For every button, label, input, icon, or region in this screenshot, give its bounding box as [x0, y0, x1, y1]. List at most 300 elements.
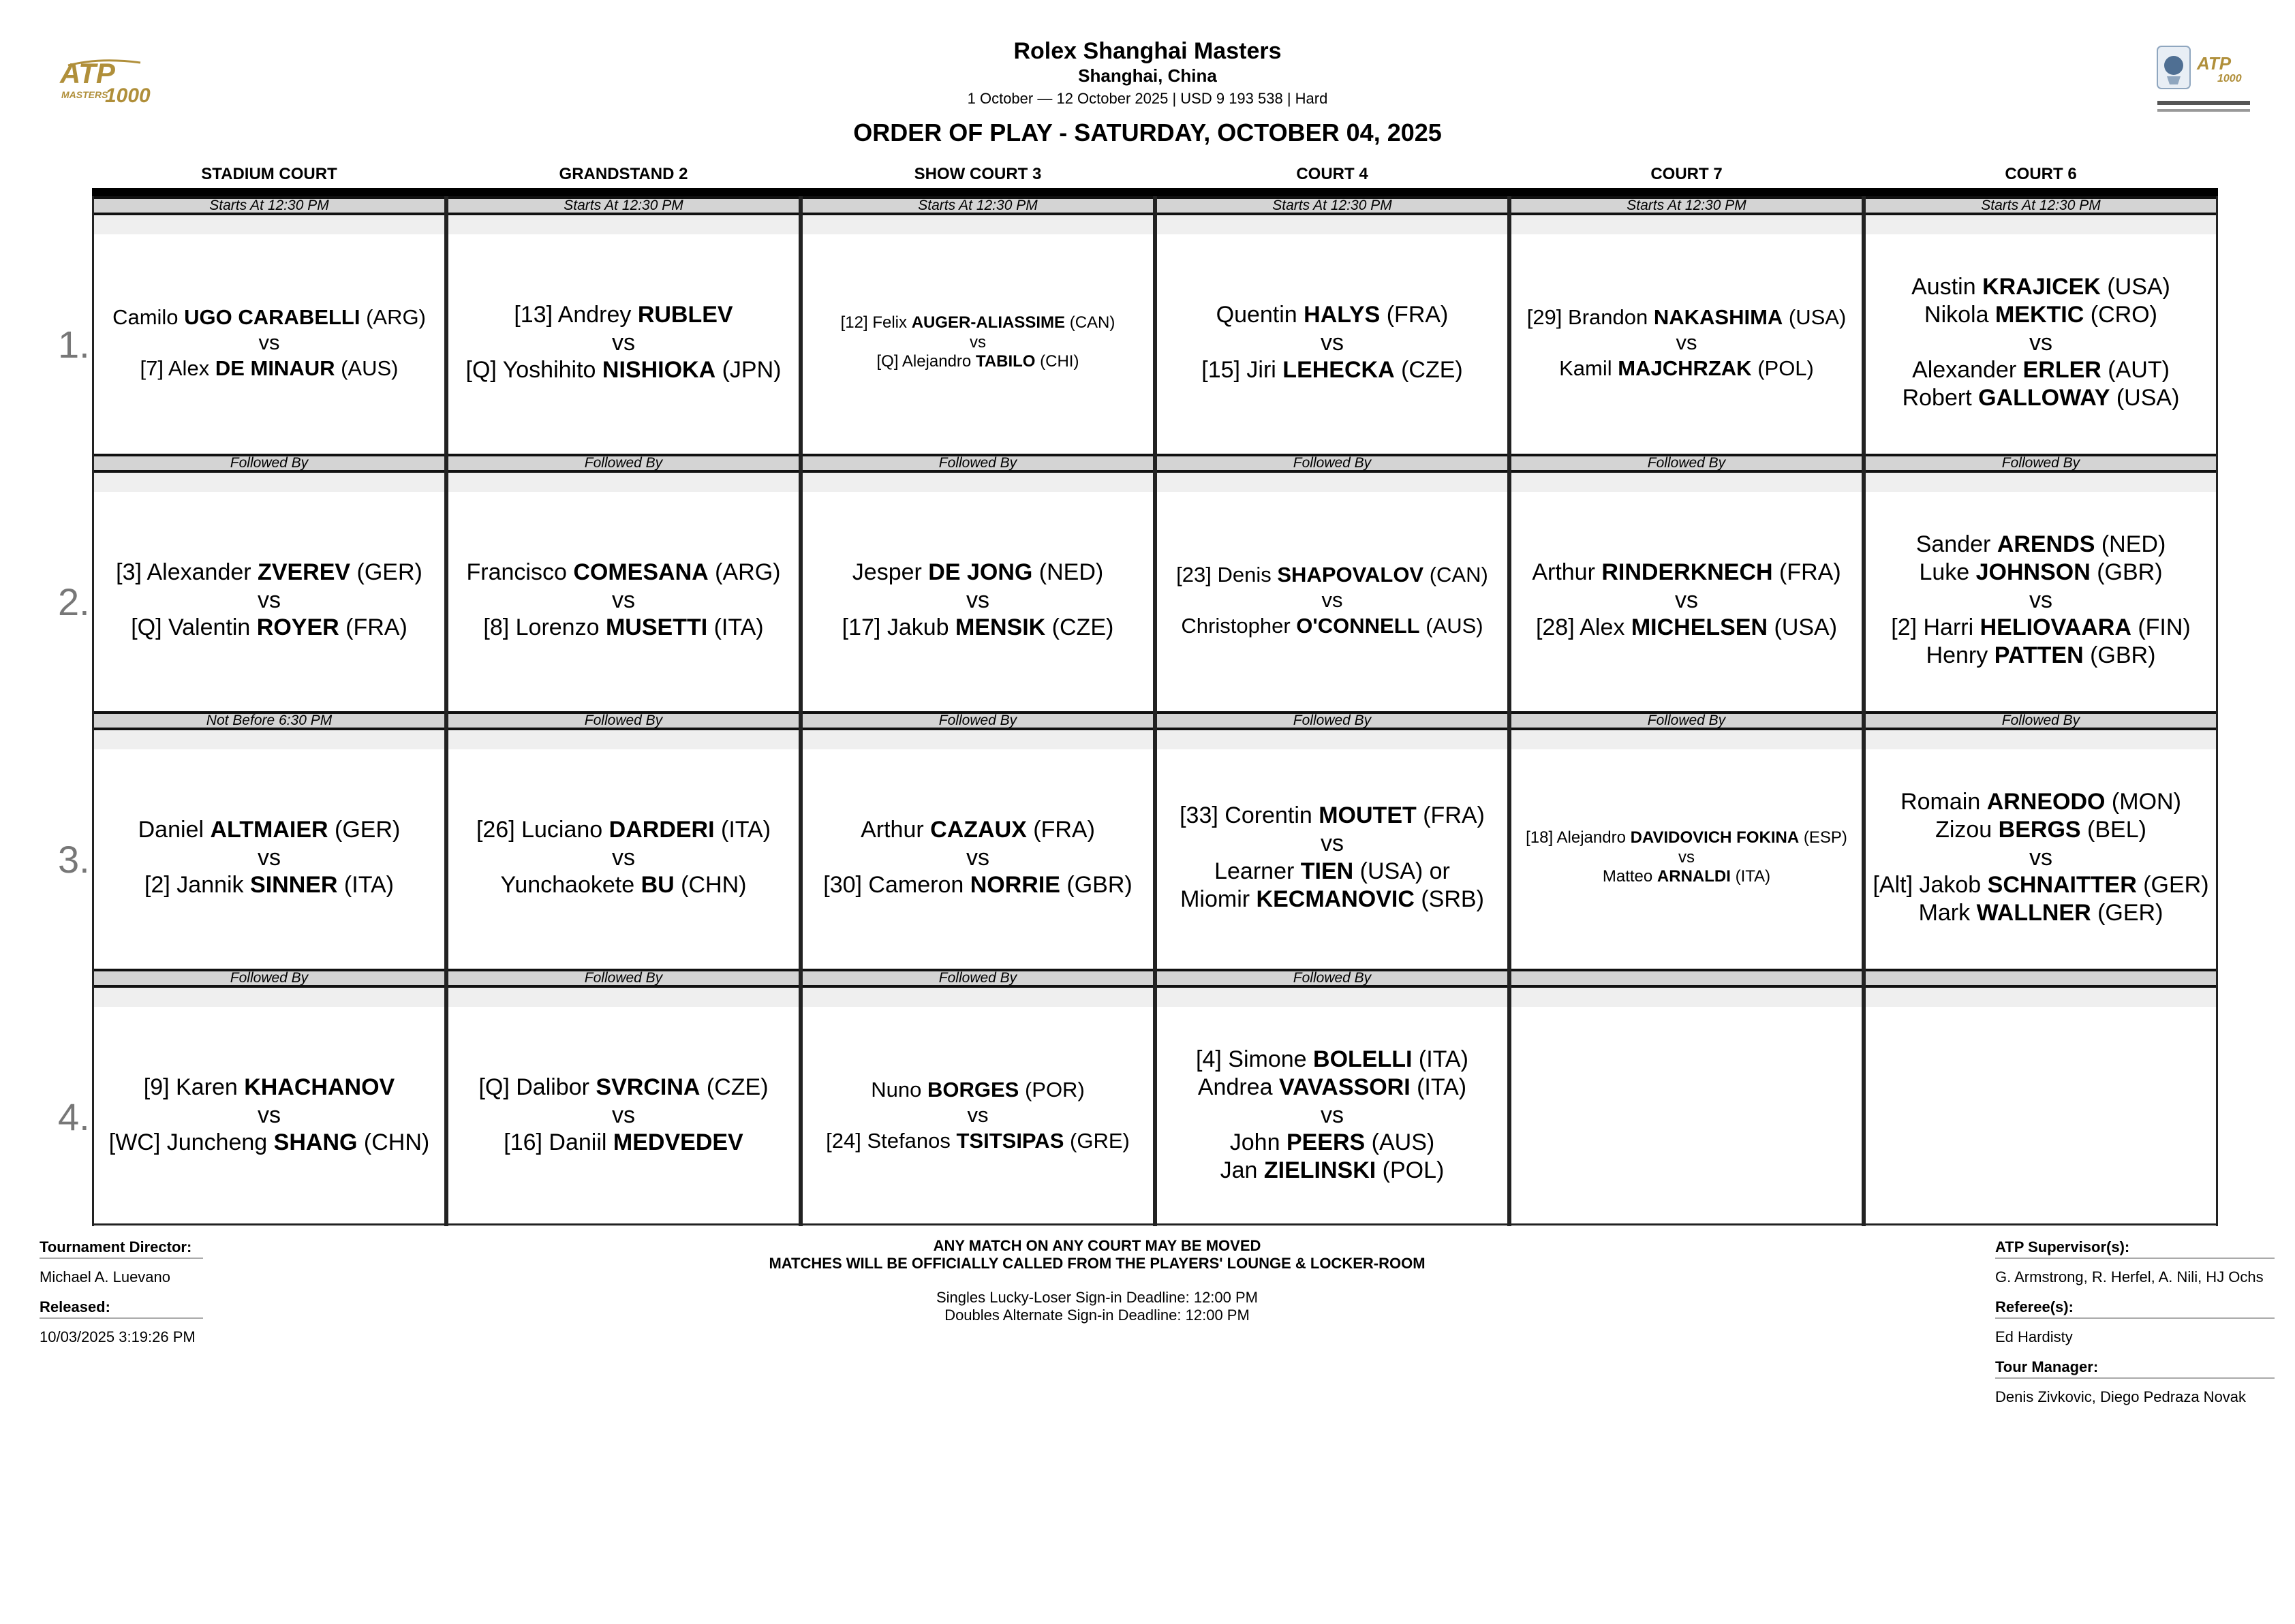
player-surname: BOLELLI — [1313, 1046, 1413, 1072]
match-start-note: Starts At 12:30 PM — [448, 196, 799, 215]
player-text: vs — [2029, 844, 2052, 871]
match-row — [58, 711, 2218, 969]
player-text: (ITA) — [337, 872, 394, 899]
player-text: vs — [612, 844, 635, 871]
match-cell — [1864, 454, 2218, 711]
player-text: (USA) — [2100, 274, 2170, 300]
player-text: [Alt] Jakob — [1873, 872, 1988, 899]
match-players — [94, 492, 444, 708]
player-surname: SCHNAITTER — [1987, 872, 2137, 899]
player-text: Arthur — [1532, 559, 1602, 585]
player-text: (AUT) — [2101, 357, 2170, 384]
player-surname: HALYS — [1304, 301, 1381, 328]
match-line — [871, 1077, 1085, 1102]
player-surname: MEDVEDEV — [613, 1129, 743, 1156]
player-text: (GBR) — [2090, 559, 2163, 585]
row-number: 3. — [58, 838, 90, 881]
player-text: John — [1229, 1129, 1287, 1156]
match-line — [826, 1128, 1130, 1153]
player-text: (USA) or — [1353, 858, 1450, 884]
match-cell — [1509, 454, 1864, 711]
player-text: [12] Felix — [840, 313, 912, 332]
player-text: Christopher — [1181, 613, 1297, 638]
player-surname: BERGS — [1998, 816, 2081, 843]
player-text: [30] Cameron — [823, 872, 970, 899]
player-text: Nuno — [871, 1078, 927, 1102]
match-players — [803, 492, 1153, 708]
player-text: (NED) — [2095, 531, 2166, 557]
match-line — [823, 871, 1132, 899]
player-text: vs — [970, 332, 986, 352]
player-text: Learner — [1214, 858, 1301, 884]
player-text: (CZE) — [1045, 614, 1114, 641]
player-surname: COMESANA — [573, 559, 709, 585]
match-line — [1903, 384, 2180, 412]
spacer-band — [1866, 473, 2216, 492]
match-start-note: Followed By — [1866, 711, 2216, 730]
player-text: (POR) — [1019, 1078, 1085, 1102]
spacer-band — [448, 215, 799, 234]
match-line — [1181, 613, 1483, 638]
match-cell — [1155, 196, 1509, 454]
player-surname: KRAJICEK — [1982, 274, 2101, 300]
player-surname: TSITSIPAS — [956, 1128, 1064, 1153]
match-cell — [1864, 711, 2218, 969]
spacer-band — [94, 473, 444, 492]
match-line — [1321, 329, 1344, 357]
player-text: (BEL) — [2080, 816, 2146, 843]
match-cell — [801, 711, 1155, 969]
match-line — [1916, 531, 2166, 559]
player-text: vs — [612, 1102, 635, 1128]
match-cell — [92, 711, 446, 969]
match-start-note: Followed By — [1157, 454, 1507, 473]
divider — [1995, 1258, 2275, 1259]
player-text: [8] Lorenzo — [483, 614, 606, 641]
match-players — [1866, 492, 2216, 708]
match-line — [112, 304, 426, 330]
player-surname: ALTMAIER — [210, 816, 328, 843]
player-text: (GER) — [2136, 872, 2209, 899]
match-cell — [1155, 711, 1509, 969]
match-cell — [446, 711, 801, 969]
match-line — [2029, 329, 2052, 357]
player-surname: KHACHANOV — [244, 1074, 395, 1100]
footer-right — [1995, 1237, 2275, 1417]
match-line — [852, 559, 1103, 587]
player-text: vs — [966, 844, 989, 871]
match-line — [1321, 1102, 1344, 1129]
match-line — [514, 301, 733, 329]
match-line — [1198, 1074, 1466, 1102]
player-text: (POL) — [1376, 1157, 1445, 1184]
player-surname: GALLOWAY — [1978, 385, 2110, 411]
match-line — [1675, 587, 1698, 614]
player-surname: PATTEN — [1994, 642, 2084, 669]
match-start-note: Followed By — [1511, 711, 1862, 730]
player-text: (NED) — [1032, 559, 1104, 585]
svg-text:ATP: ATP — [2197, 53, 2232, 74]
player-text: vs — [258, 587, 281, 613]
player-text: (CZE) — [1394, 357, 1463, 384]
player-surname: ARNEODO — [1986, 789, 2106, 815]
match-line — [140, 356, 399, 381]
player-surname: LEHECKA — [1282, 357, 1395, 384]
tour-manager-label: Tour Manager: — [1995, 1358, 2099, 1375]
referee-name: Ed Hardisty — [1995, 1328, 2073, 1345]
match-line — [1180, 802, 1485, 830]
player-surname: NAKASHIMA — [1653, 305, 1783, 330]
match-cell — [1155, 454, 1509, 711]
match-line — [966, 844, 989, 872]
match-start-note: Followed By — [448, 711, 799, 730]
player-text: [29] Brandon — [1526, 305, 1654, 330]
player-text: [28] Alex — [1535, 614, 1631, 641]
player-surname: PEERS — [1286, 1129, 1366, 1156]
player-surname: HELIOVAARA — [1980, 614, 2131, 641]
player-text: Miomir — [1180, 886, 1257, 912]
match-line — [1919, 899, 2163, 927]
player-text: (GBR) — [1060, 872, 1133, 899]
player-text: Alexander — [1912, 357, 2023, 384]
player-surname: ZIELINSKI — [1263, 1157, 1376, 1184]
match-line — [877, 352, 1079, 372]
player-text: vs — [258, 844, 281, 871]
spacer-band — [94, 988, 444, 1007]
match-cell — [1509, 711, 1864, 969]
player-surname: SVRCINA — [596, 1074, 700, 1100]
match-line — [968, 1102, 989, 1127]
player-text: [33] Corentin — [1180, 802, 1319, 829]
court-name: GRANDSTAND 2 — [559, 165, 688, 183]
player-surname: MOUTET — [1319, 802, 1417, 829]
supervisor-label: ATP Supervisor(s): — [1995, 1238, 2130, 1255]
player-text: (FRA) — [1416, 802, 1485, 829]
match-line — [138, 816, 401, 844]
player-text: vs — [967, 1103, 989, 1127]
player-text: (AUS) — [1419, 613, 1483, 638]
match-line — [861, 816, 1095, 844]
player-surname: NISHIOKA — [602, 357, 716, 384]
match-players — [448, 1007, 799, 1223]
player-surname: ERLER — [2022, 357, 2101, 384]
player-surname: ARNALDI — [1657, 867, 1731, 886]
player-text: Kamil — [1559, 356, 1618, 380]
match-line — [1176, 562, 1488, 587]
spacer-band — [1157, 988, 1507, 1007]
row-number: 4. — [58, 1095, 90, 1138]
player-surname: ZVEREV — [258, 559, 351, 585]
match-players — [803, 234, 1153, 451]
spacer-band — [94, 730, 444, 749]
match-cell — [92, 454, 446, 711]
player-surname: TABILO — [975, 352, 1036, 371]
match-line — [612, 844, 635, 872]
match-line — [1926, 642, 2156, 670]
player-text: [7] Alex — [140, 356, 215, 380]
player-surname: MAJCHRZAK — [1618, 356, 1752, 380]
match-cell — [1509, 196, 1864, 454]
match-line — [841, 313, 1115, 333]
match-cell — [446, 969, 801, 1226]
player-text: [13] Andrey — [514, 301, 638, 328]
match-players — [1866, 1007, 2216, 1223]
player-text: vs — [1678, 847, 1695, 866]
player-surname: ROYER — [256, 614, 339, 641]
player-text: [3] Alexander — [116, 559, 258, 585]
match-line — [1216, 301, 1449, 329]
match-line — [1676, 330, 1697, 355]
player-text: (CHN) — [357, 1129, 430, 1156]
player-text: vs — [258, 1102, 281, 1128]
player-text: vs — [2029, 329, 2052, 356]
player-text: vs — [1675, 587, 1698, 613]
spacer-band — [1511, 473, 1862, 492]
player-text: (CHI) — [1035, 352, 1079, 371]
player-text: (FRA) — [339, 614, 407, 641]
player-text: Sander — [1915, 531, 1997, 557]
tournament-info: 1 October — 12 October 2025 | USD 9 193 538 | Hard — [967, 90, 1328, 107]
player-text: (ITA) — [1412, 1046, 1468, 1072]
match-start-note: Followed By — [1157, 711, 1507, 730]
player-text: (USA) — [1783, 305, 1847, 330]
player-text: [WC] Juncheng — [108, 1129, 274, 1156]
match-line — [1201, 356, 1462, 384]
court-header-divider — [92, 188, 2218, 196]
match-line — [1891, 614, 2190, 642]
footer-notices — [681, 1237, 1513, 1324]
match-start-note: Followed By — [803, 454, 1153, 473]
match-players — [1511, 749, 1862, 966]
match-start-note: Not Before 6:30 PM — [94, 711, 444, 730]
match-cell — [1509, 969, 1864, 1226]
player-surname: O'CONNELL — [1296, 613, 1420, 638]
spacer-band — [1866, 215, 2216, 234]
match-line — [1321, 830, 1344, 858]
player-surname: UGO CARABELLI — [184, 305, 360, 330]
player-text: [17] Jakub — [842, 614, 955, 641]
match-line — [966, 587, 989, 614]
match-start-note: Followed By — [1157, 969, 1507, 988]
svg-text:MASTERS: MASTERS — [61, 89, 108, 100]
player-text: Jesper — [852, 559, 929, 585]
match-players — [94, 749, 444, 966]
match-line — [258, 844, 281, 872]
spacer-band — [448, 473, 799, 492]
match-line — [1873, 871, 2208, 899]
match-players — [1866, 749, 2216, 966]
svg-text:1000: 1000 — [2217, 73, 2242, 84]
match-line — [144, 871, 394, 899]
player-text: (ITA) — [1730, 867, 1771, 886]
match-players — [1511, 492, 1862, 708]
player-text: vs — [1321, 830, 1344, 857]
player-surname: KECMANOVIC — [1256, 886, 1415, 912]
match-line — [1678, 848, 1695, 868]
match-start-note: Followed By — [448, 454, 799, 473]
player-text: Arthur — [861, 816, 931, 843]
match-players — [1157, 234, 1507, 451]
spacer-band — [1511, 988, 1862, 1007]
player-surname: RUBLEV — [637, 301, 733, 328]
match-line — [1900, 788, 2181, 816]
player-text: (ITA) — [1410, 1074, 1467, 1100]
player-text: (SRB) — [1414, 886, 1484, 912]
player-text: (AUS) — [335, 356, 399, 380]
tournament-title: Rolex Shanghai Masters — [1013, 38, 1282, 64]
player-text: (CAN) — [1065, 313, 1115, 332]
court-name: COURT 4 — [1296, 165, 1368, 183]
player-surname: VAVASSORI — [1278, 1074, 1411, 1100]
match-cell — [801, 454, 1155, 711]
player-surname: NORRIE — [970, 872, 1060, 899]
released-time: 10/03/2025 3:19:26 PM — [40, 1328, 196, 1345]
player-text: vs — [258, 330, 280, 355]
player-text: (GER) — [2091, 900, 2163, 926]
match-start-note: Followed By — [94, 454, 444, 473]
divider — [40, 1317, 203, 1319]
match-cell — [801, 196, 1155, 454]
released-label: Released: — [40, 1298, 110, 1315]
player-text: Mark — [1918, 900, 1977, 926]
player-surname: MUSETTI — [605, 614, 708, 641]
player-text: Robert — [1902, 385, 1979, 411]
match-cell — [801, 969, 1155, 1226]
spacer-band — [1511, 215, 1862, 234]
court-header-row — [92, 165, 2218, 185]
director-name: Michael A. Luevano — [40, 1268, 171, 1285]
notice-called: MATCHES WILL BE OFFICIALLY CALLED FROM THE PLAYERS' LOUNGE & LOCKER-ROOM — [769, 1255, 1426, 1272]
match-players — [803, 1007, 1153, 1223]
referee-label: Referee(s): — [1995, 1298, 2074, 1315]
match-line — [1196, 1046, 1468, 1074]
spacer-band — [448, 730, 799, 749]
row-number: 2. — [58, 580, 90, 623]
player-text: (GER) — [328, 816, 401, 843]
court-name: COURT 7 — [1650, 165, 1723, 183]
player-text: (GRE) — [1064, 1128, 1130, 1153]
deadline-doubles: Doubles Alternate Sign-in Deadline: 12:00 PM — [944, 1307, 1250, 1324]
player-text: (CAN) — [1423, 563, 1488, 587]
spacer-band — [1157, 215, 1507, 234]
player-surname: JOHNSON — [1975, 559, 2091, 585]
match-line — [259, 330, 280, 355]
match-line — [1214, 858, 1450, 886]
svg-text:ATP: ATP — [60, 57, 115, 89]
player-text: [2] Jannik — [144, 872, 251, 899]
player-text: Nikola — [1924, 301, 1995, 328]
player-surname: AUGER-ALIASSIME — [911, 313, 1066, 332]
svg-text:1000: 1000 — [105, 84, 151, 105]
match-line — [258, 587, 281, 614]
match-line — [612, 587, 635, 614]
player-surname: BORGES — [927, 1078, 1019, 1102]
player-surname: CAZAUX — [930, 816, 1027, 843]
player-text: [23] Denis — [1176, 563, 1278, 587]
match-line — [116, 559, 422, 587]
court-name: COURT 6 — [2005, 165, 2077, 183]
player-surname: SHAPOVALOV — [1277, 563, 1424, 587]
match-line — [504, 1129, 743, 1157]
match-start-note: Starts At 12:30 PM — [1511, 196, 1862, 215]
schedule-grid — [58, 196, 2218, 1226]
player-text: (USA) — [2110, 385, 2180, 411]
player-text: Quentin — [1216, 301, 1304, 328]
match-row — [58, 454, 2218, 711]
player-text: Zizou — [1935, 816, 1999, 843]
court-name: STADIUM COURT — [201, 165, 337, 183]
match-line — [144, 1074, 395, 1102]
match-line — [1180, 886, 1484, 914]
notice-moved: ANY MATCH ON ANY COURT MAY BE MOVED — [933, 1237, 1261, 1254]
player-text: Andrea — [1197, 1074, 1279, 1100]
order-of-play-heading: ORDER OF PLAY - SATURDAY, OCTOBER 04, 2025 — [853, 119, 1442, 146]
match-start-note: Starts At 12:30 PM — [1866, 196, 2216, 215]
match-line — [1532, 559, 1840, 587]
match-row — [58, 196, 2218, 454]
match-line — [1911, 273, 2170, 301]
player-text: (ESP) — [1799, 828, 1847, 847]
spacer-band — [803, 215, 1153, 234]
player-text: (ARG) — [360, 305, 426, 330]
player-text: [Q] Alejandro — [876, 352, 976, 371]
player-text: (AUS) — [1365, 1129, 1435, 1156]
player-text: [16] Daniil — [504, 1129, 613, 1156]
player-surname: MICHELSEN — [1631, 614, 1768, 641]
match-cell — [92, 196, 446, 454]
match-line — [1935, 816, 2146, 844]
player-text: (FRA) — [1380, 301, 1449, 328]
match-start-note: Followed By — [448, 969, 799, 988]
player-text: [26] Luciano — [476, 816, 609, 843]
match-line — [1220, 1157, 1445, 1185]
player-surname: SINNER — [250, 872, 338, 899]
spacer-band — [1511, 730, 1862, 749]
match-start-note — [1511, 969, 1862, 988]
match-players — [803, 749, 1153, 966]
match-line — [109, 1129, 429, 1157]
player-text: (USA) — [1768, 614, 1838, 641]
player-surname: RINDERKNECH — [1601, 559, 1773, 585]
match-cell — [1155, 969, 1509, 1226]
player-text: Romain — [1900, 789, 1987, 815]
player-text: (POL) — [1751, 356, 1814, 380]
player-text: [4] Simone — [1196, 1046, 1314, 1072]
match-line — [1912, 356, 2170, 384]
match-start-note: Followed By — [1511, 454, 1862, 473]
spacer-band — [94, 215, 444, 234]
match-cell — [92, 969, 446, 1226]
player-text: Yunchaokete — [500, 872, 641, 899]
match-line — [478, 1074, 768, 1102]
match-line — [1536, 614, 1837, 642]
player-text: [Q] Valentin — [131, 614, 257, 641]
player-text: [15] Jiri — [1201, 357, 1283, 384]
player-text: [Q] Yoshihito — [465, 357, 602, 384]
match-players — [1511, 234, 1862, 451]
row-number: 1. — [58, 323, 90, 366]
player-text: (CRO) — [2084, 301, 2157, 328]
player-text: (FIN) — [2131, 614, 2191, 641]
match-cell — [446, 454, 801, 711]
player-text: Camilo — [112, 305, 185, 330]
player-text: Austin — [1911, 274, 1983, 300]
match-line — [476, 816, 771, 844]
match-line — [1322, 587, 1343, 612]
tournament-location: Shanghai, China — [1078, 65, 1217, 86]
match-players — [448, 234, 799, 451]
divider — [40, 1258, 203, 1259]
